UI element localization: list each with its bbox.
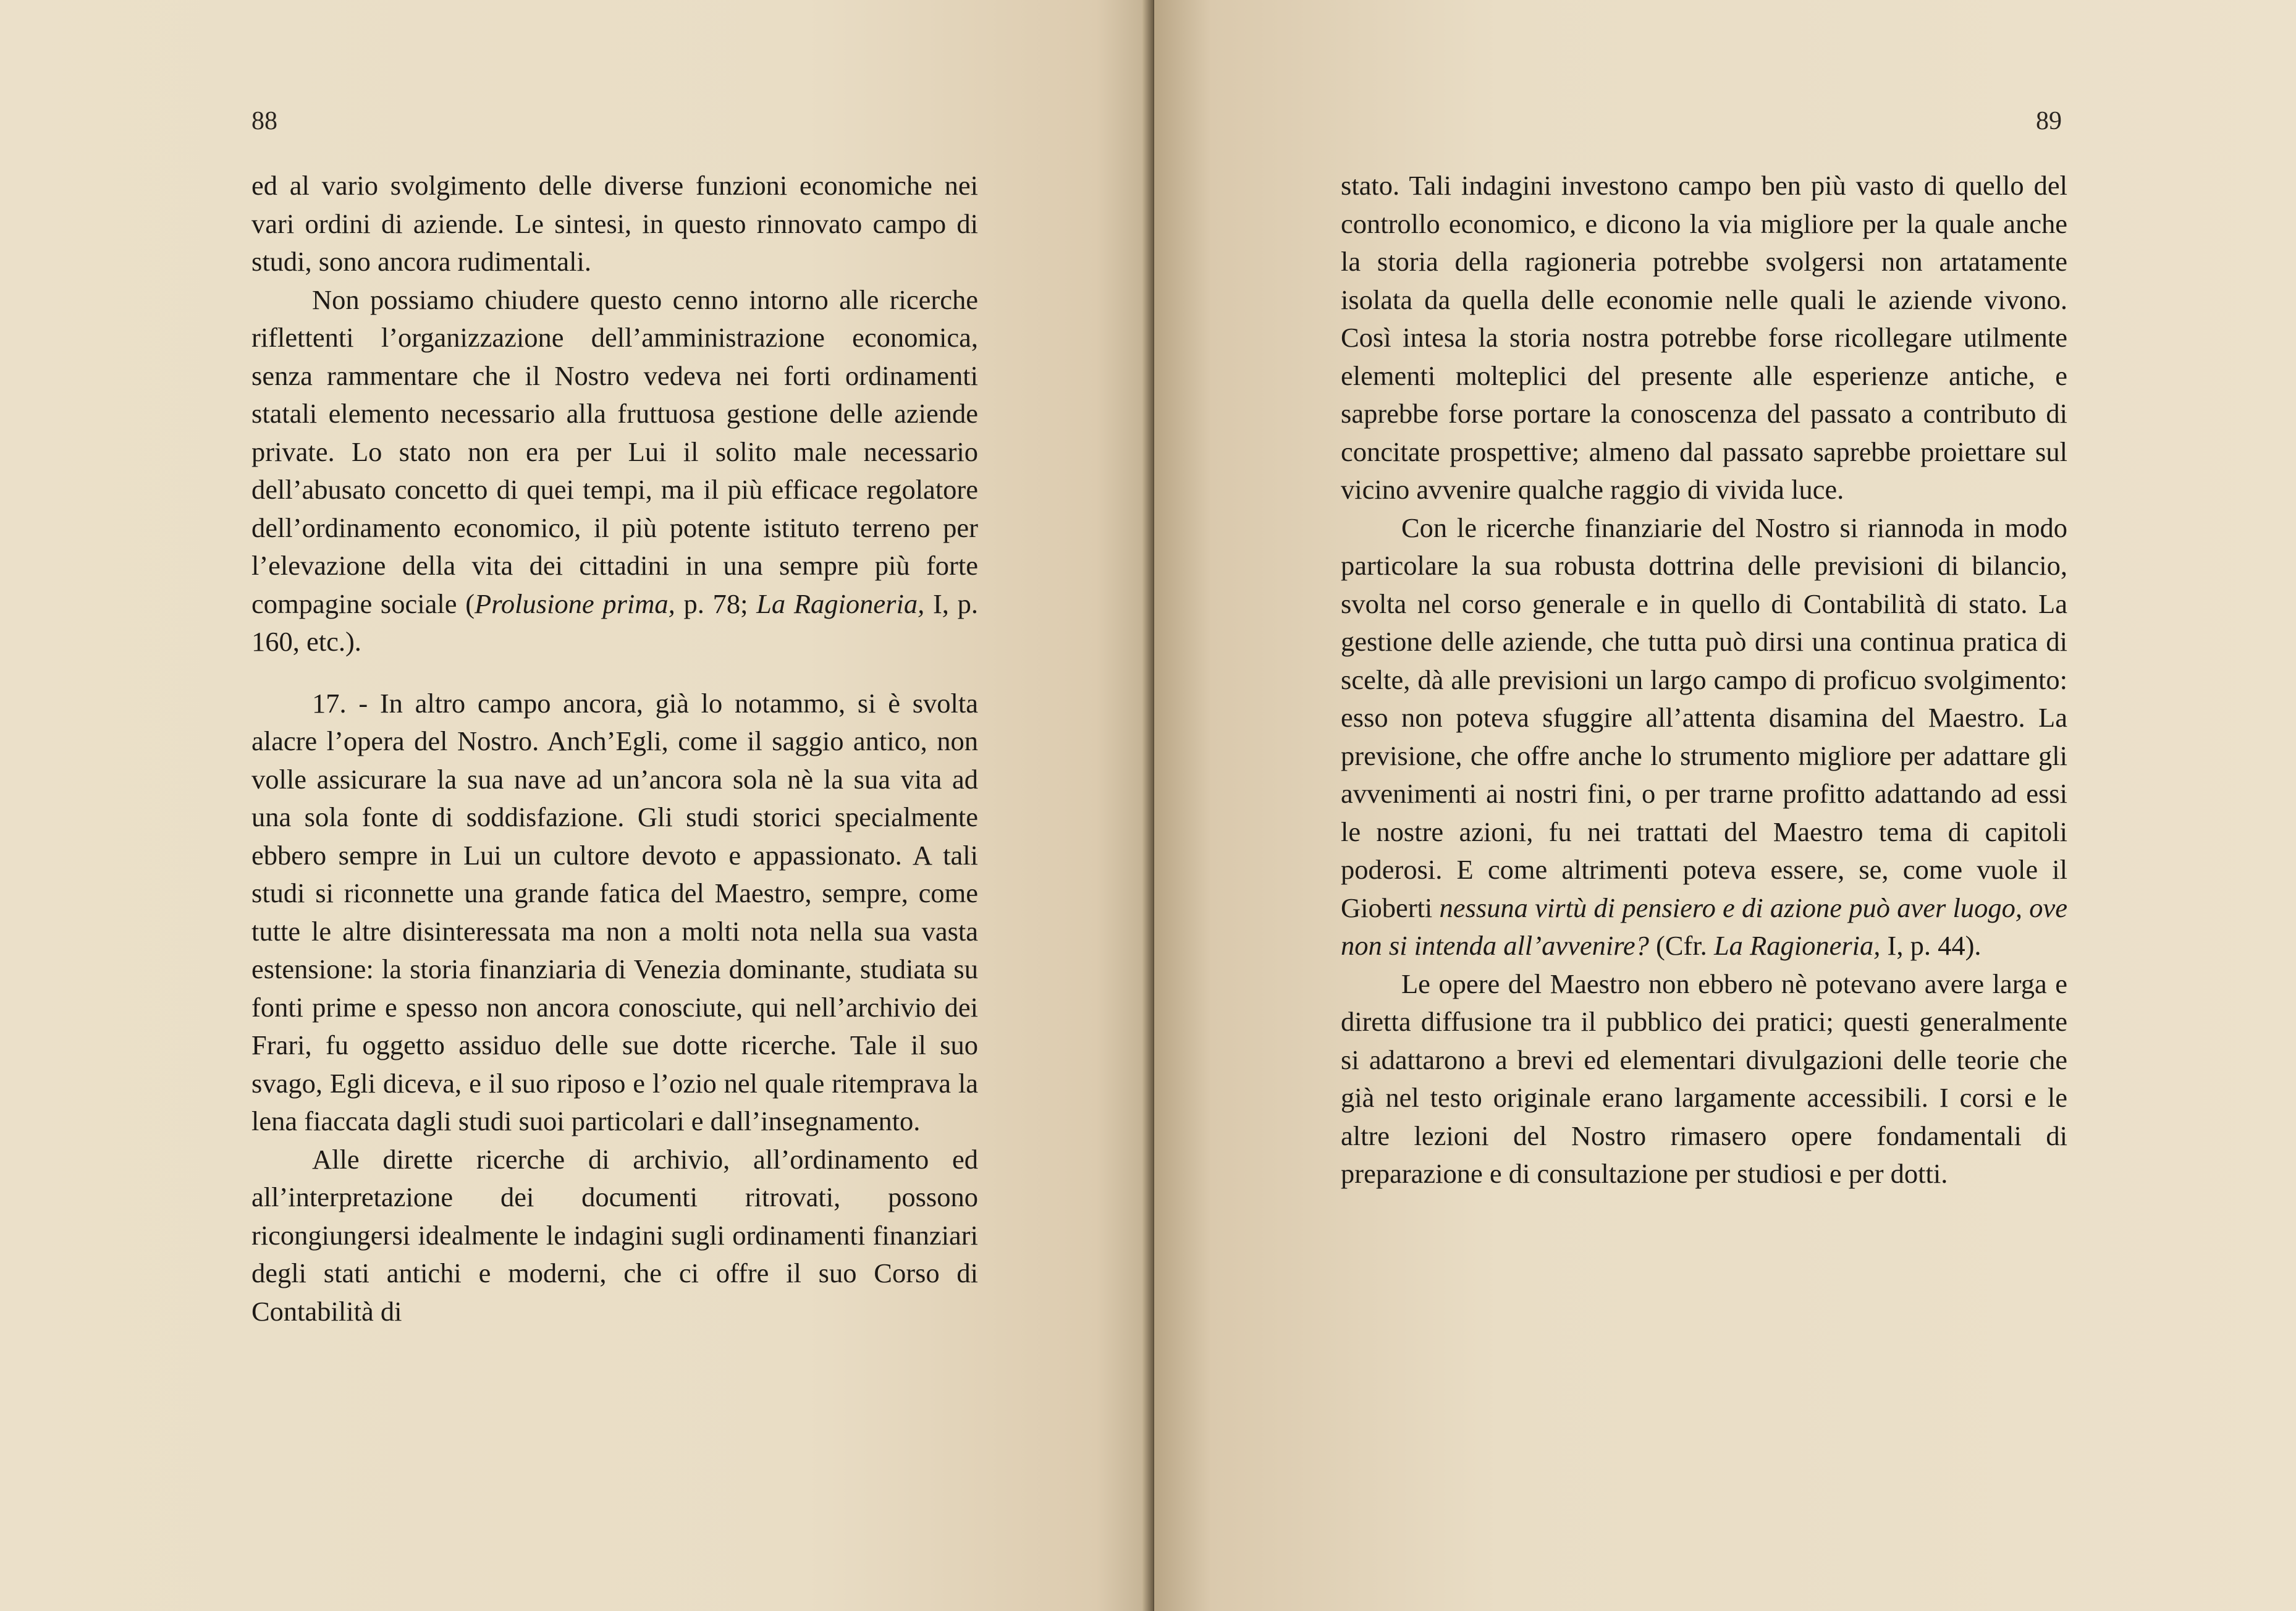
paragraph: ed al vario svolgimento delle diverse funzioni economiche nei vari ordini di aziende. Le sintesi, in questo rinnovato campo di studi, sono ancora rudimentali. [251, 170, 978, 277]
quotation: nessuna virtù di pensiero e di azione può aver luogo, ove non si intenda all’avvenire? [1341, 892, 2067, 961]
page-number-left: 88 [251, 107, 277, 135]
citation-title: Prolusione prima, [475, 588, 675, 619]
text-run: p. 78; [675, 588, 757, 619]
paragraph [251, 281, 978, 661]
text-run: I, p. 160, etc.). [251, 588, 978, 657]
section-paragraph: 17. - In altro campo ancora, già lo notammo, si è svolta alacre l’opera del Nostro. Anch’Egli, come il saggio antico, non volle assicurare la sua nave ad un’ancora sola nè la sua vita ad una sola fonte di soddisfazione. Gli studi storici specialmente ebbero sempre in Lui un cultore devoto e appassionato. A tali studi si riconnette una grande fatica del Maestro, sempre, come tutte le altre disinteressata ma non a molti nota nella sua vasta estensione: la storia finanziaria di Venezia dominante, studiata su fonti prime e spesso non ancora conosciute, qui nell’archivio dei Frari, fu oggetto assiduo delle sue dotte ricerche. Tale il suo svago, Egli diceva, e il suo riposo e l’ozio nel quale ritemprava la lena fiaccata dagli studi suoi particolari e dall’insegnamento. [251, 687, 978, 1136]
text-run: I, p. 44). [1880, 930, 1982, 961]
text-run: Con le ricerche finanziarie del Nostro si riannoda in modo particolare la sua robusta dottrina delle previsioni di bilancio, svolta nel corso generale e in quello di Contabilità di stato. La gestione delle aziende, che tutta può dirsi una continua pratica di scelte, dà alle previsioni un largo campo di proficuo svolgimento: esso non poteva sfuggire all’attenta disamina del Maestro. La previsione, che offre anche lo strumento migliore per adattare gli avvenimenti ai nostri fini, o per trarne profitto adattando ad essi le nostre azioni, fu nei trattati del Maestro tema di capitoli poderosi. E come altrimenti poteva essere, se, come vuole il Gioberti [1341, 512, 2067, 923]
page-number-right: 89 [2036, 107, 2062, 135]
text-run: (Cfr. [1648, 930, 1714, 961]
right-page [1154, 0, 2296, 1611]
paragraph: stato. Tali indagini investono campo ben più vasto di quello del controllo economico, e dicono la via migliore per la quale anche la storia della ragioneria potrebbe svolgersi non artatamente isolata da quella delle economie nelle quali le aziende vivono. Così intesa la storia nostra potrebbe forse ricollegare utilmente elementi molteplici del presente alle esperienze antiche, e saprebbe forse portare la conoscenza del passato a contributo di concitate prospettive; almeno dal passato saprebbe proiettare sul vicino avvenire qualche raggio di vivida luce. [1341, 170, 2067, 505]
paragraph: Alle dirette ricerche di archivio, all’ordinamento ed all’interpretazione dei documenti ritrovati, possono ricongiungersi idealmente le indagini sugli ordinamenti finanziari degli stati antichi e moderni, che ci offre il suo Corso di Contabilità di [251, 1143, 978, 1327]
citation-title: La Ragioneria, [756, 588, 925, 619]
paragraph: Le opere del Maestro non ebbero nè potevano avere larga e diretta diffusione tra il pubblico dei pratici; questi generalmente si adattarono a brevi ed elementari divulgazioni delle teorie che già nel testo originale erano largamente accessibili. I corsi e le altre lezioni del Nostro rimasero opere fondamentali di preparazione e di consultazione per studiosi e per dotti. [1341, 968, 2067, 1189]
text-run: Non possiamo chiudere questo cenno intorno alle ricerche riflettenti l’organizzazione dell’amministrazione economica, senza rammentare che il Nostro vedeva nei forti ordinamenti statali elemento necessario alla fruttuosa gestione delle aziende private. Lo stato non era per Lui il solito male necessario dell’abusato concetto di quei tempi, ma il più efficace regolatore dell’ordinamento economico, il più potente istituto terreno per l’elevazione della vita dei cittadini in una sempre più forte compagine sociale ( [251, 284, 978, 619]
citation-title: La Ragioneria, [1713, 930, 1881, 961]
paragraph [1341, 509, 2067, 965]
right-page-text [1341, 167, 2067, 1193]
left-page-text [251, 167, 978, 1330]
